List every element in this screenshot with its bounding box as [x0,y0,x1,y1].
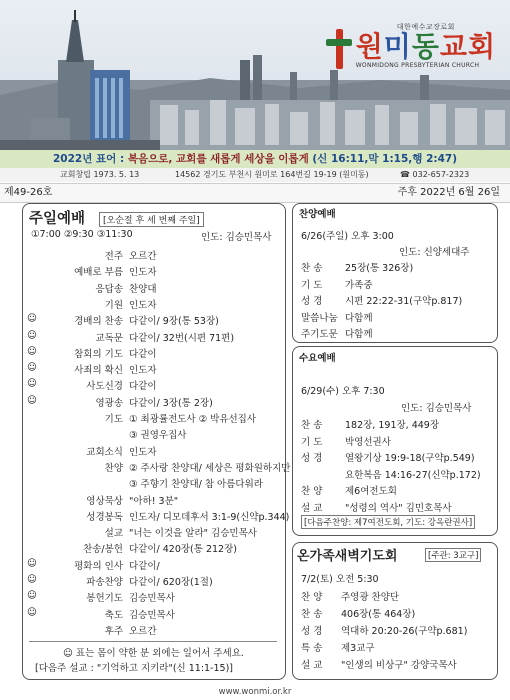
order-label: 전주 [104,251,123,262]
praise-title: 찬양예배 [299,209,336,220]
praise-worship-section [292,203,498,343]
order-value: 인도자 [129,299,157,311]
yearly-motto: 2022년 표어 : 복음으로, 교회를 새롭게 세상을 이롭게 (신 16:11,막 1:15,행 2:47) [0,150,510,168]
sunday-subtitle: [오순절 후 세 번째 주일] [99,212,204,227]
order-label: 봉헌기도 [86,593,123,605]
order-label: 설 교 [301,660,323,671]
order-label: 기 도 [301,436,323,448]
order-label: 경배의 찬송 [74,316,123,328]
smile-icon: ☺ [27,329,37,341]
order-label: 성 경 [301,296,323,307]
order-value: 인도자 [129,446,157,458]
order-value: 182장, 191장, 449장 [345,420,440,431]
founded-date: 교회창립 1973. 5. 13 [60,170,140,179]
church-address: 14562 경기도 부천시 원미로 164번길 19-19 (원미동) [175,170,369,179]
wednesday-leader: 인도: 김승민목사 [401,403,472,414]
order-value: 찬양대 [129,283,157,295]
order-label: 기원 [104,299,123,311]
praise-leader: 인도: 신양세대주 [399,247,470,258]
order-value: 인도자 [129,267,157,279]
order-value: 다함께 [345,312,373,324]
order-value: 열왕기상 19:9-18(구약p.549) [345,453,475,464]
smile-icon: ☺ [27,362,37,374]
order-value: "너는 이것을 알라" 김승민목사 [129,528,257,540]
order-label: 말씀나눔 [301,312,338,324]
order-label: 찬 송 [301,263,323,274]
issue-number: 제49-26호 [4,187,53,198]
wednesday-time: 6/29(수) 오후 7:30 [301,386,385,397]
order-label: 기 도 [301,279,323,291]
order-value: ③ 권영우집사 [129,430,187,442]
order-value: 박영선권사 [345,436,391,448]
order-value: 제3교구 [341,643,375,654]
wednesday-next: [다음주찬양: 제7여전도회, 기도: 강옥란권사] [301,515,475,529]
smile-icon: ☺ [27,394,37,406]
order-label: 교회소식 [86,446,123,458]
order-value: 김승민목사 [129,593,175,605]
header-banner [0,0,510,150]
order-value: 다같이/ 620장(1절) [129,577,213,588]
logo-name: 원미동교회 [355,30,496,63]
sunday-title: 주일예배 [29,211,86,227]
church-logo [326,22,496,69]
order-value: 다같이/ 3장(통 2장) [129,397,213,409]
order-label: 설교 [104,528,123,540]
smile-icon: ☺ [27,378,37,390]
order-label: 찬 송 [301,609,323,620]
smile-icon: ☺ [27,590,37,602]
order-label: 찬 양 [301,592,323,603]
wednesday-worship-section [292,346,498,536]
order-label: 찬 양 [301,486,323,497]
order-value: 시편 22:22-31(구약p.817) [345,296,463,307]
dawn-time: 7/2(토) 오전 5:30 [301,574,379,585]
order-value: 다같이/ 420장(통 212장) [129,544,237,556]
order-value: "아하! 3분" [129,495,179,507]
order-value: 다같이 [129,348,157,360]
order-label: 설 교 [301,502,323,514]
order-label: 성경봉독 [86,511,123,523]
smile-icon: ☺ [27,574,37,585]
order-value: 다함께 [345,329,373,340]
order-label: 성 경 [301,453,323,464]
church-phone: ☎ 032-657-2323 [400,170,470,179]
smile-icon: ☺ [27,557,37,569]
order-value: ① 최광률전도사 ② 박유선집사 [129,414,257,425]
order-value: ③ 주향기 찬양대/ 참 아름다워라 [129,479,263,491]
order-value: 다같이/ 9장(통 53장) [129,316,219,328]
service-times: ①7:00 ②9:30 ③11:30 [31,229,133,240]
dawn-prayer-section [292,542,498,680]
order-value: 406장(통 464장) [341,609,416,620]
logo-denomination: 대한예수교장로회 [396,23,455,31]
issue-bar [0,183,510,203]
order-value: 다같이 [129,381,157,393]
order-label: 영상묵상 [86,495,123,507]
order-label: 응답송 [95,283,123,295]
praise-time: 6/26(주일) 오후 3:00 [301,231,394,242]
order-label: 사도신경 [86,381,123,393]
dawn-title: 온가족새벽기도회 [297,549,398,564]
order-label: 예배로 부름 [74,267,123,279]
order-value: 25장(통 326장) [345,263,414,274]
order-label: 특 송 [301,643,323,654]
order-value: 다같이/ 32번(시편 71편) [129,332,235,344]
divider [29,641,277,642]
website-url: www.wonmi.or.kr [218,687,292,697]
order-label: 참회의 기도 [74,348,123,360]
order-label: 영광송 [95,397,123,409]
church-info-bar [0,168,510,182]
order-label: 축도 [104,609,123,621]
order-value: 요한복음 14:16-27(신약p.172) [345,469,481,481]
smile-icon: ☺ [27,345,37,357]
smile-icon: ☺ [27,606,37,618]
next-sermon: [다음주 설교 : "기억하고 지키라"(신 11:1-15)] [35,663,234,674]
wednesday-title: 수요예배 [299,353,336,364]
order-label: 사죄의 확신 [74,365,123,377]
order-value: 김승민목사 [129,609,175,621]
order-value: "성령의 역사" 김민호목사 [345,502,452,514]
order-label: 성 경 [301,626,323,637]
order-label: 파송찬양 [86,577,123,588]
order-value: "인생의 비상구" 강양국목사 [341,660,457,671]
order-label: 찬양 [104,462,123,474]
order-value: 제6여전도회 [345,486,397,497]
order-value: 인도자 [129,365,157,377]
order-value: 주영광 찬양단 [341,592,400,603]
order-value: 가족중 [345,279,373,291]
sunday-leader: 인도: 김승민목사 [201,232,272,243]
order-value: ② 주사랑 찬양대/ 세상은 평화원하지만 [129,462,291,474]
order-label: 후주 [104,625,123,637]
logo-english: WONMIDONG PRESBYTERIAN CHURCH [355,62,480,69]
order-value: 다같이/ [129,560,160,572]
order-label: 주기도문 [301,329,338,340]
order-value: 인도자/ 디모데후서 3:1-9(신약p.344) [129,511,290,523]
order-label: 기도 [104,414,123,425]
order-label: 평화의 인사 [74,560,123,572]
order-label: 교독문 [95,332,123,344]
order-value: 역대하 20:20-26(구약p.681) [341,626,468,637]
order-label: 찬 송 [301,420,323,431]
smile-icon: ☺ [27,313,37,325]
cross-icon [326,29,352,69]
order-value: 오르간 [129,625,157,637]
order-value: 오르간 [129,251,157,262]
dawn-subtitle: [주관: 3교구] [425,548,481,562]
issue-date: 주후 2022년 6월 26일 [397,187,500,198]
standing-note: ☺ 표는 몸이 약한 분 외에는 일어서 주세요. [63,648,244,659]
sunday-worship-section [22,203,291,680]
order-label: 찬송/봉헌 [83,544,123,556]
